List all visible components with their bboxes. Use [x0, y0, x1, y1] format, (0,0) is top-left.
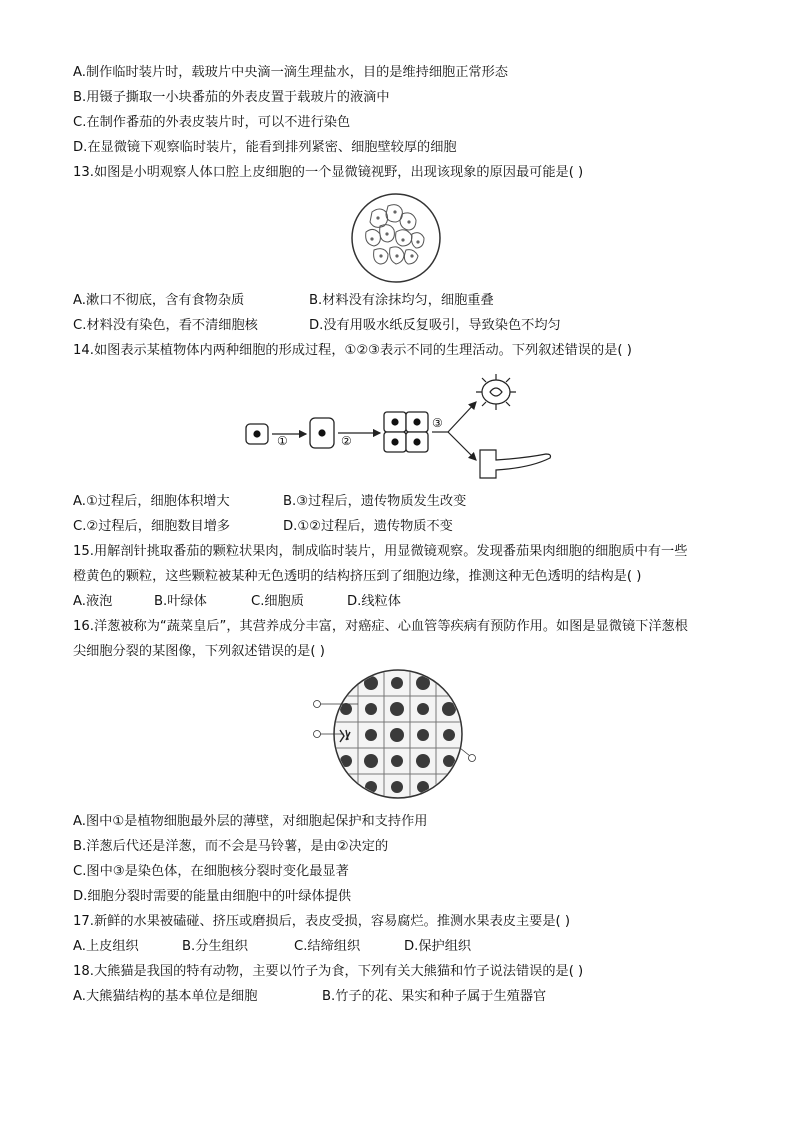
q14-option-d: D.①②过程后，遗传物质不变	[283, 519, 453, 534]
q15-option-d: D.线粒体	[347, 594, 401, 609]
q16-option-d: D.细胞分裂时需要的能量由细胞中的叶绿体提供	[73, 889, 352, 904]
q15-stem-line-1: 15.用解剖针挑取番茄的颗粒状果肉，制成临时装片，用显微镜观察。发现番茄果肉细胞的细胞质中有一些	[73, 544, 688, 559]
q13-option-b: B.材料没有涂抹均匀，细胞重叠	[309, 293, 494, 308]
q16-option-a: A.图中①是植物细胞最外层的薄壁，对细胞起保护和支持作用	[73, 814, 428, 829]
q15-option-a: A.液泡	[73, 594, 113, 609]
q17-option-d: D.保护组织	[404, 939, 472, 954]
q18-stem: 18.大熊猫是我国的特有动物，主要以竹子为食，下列有关大熊猫和竹子说法错误的是( )	[73, 964, 584, 979]
q16-stem-line-1: 16.洋葱被称为“蔬菜皇后”，其营养成分丰富，对癌症、心血管等疾病有预防作用。如图是显微镜下洋葱根	[73, 619, 688, 634]
q14-option-c: C.②过程后，细胞数目增多	[73, 519, 231, 534]
q13-option-c: C.材料没有染色，看不清细胞核	[73, 318, 258, 333]
q16-stem-line-2: 尖细胞分裂的某图像，下列叙述错误的是( )	[73, 644, 325, 659]
q15-option-c: C.细胞质	[251, 594, 304, 609]
q17-option-a: A.上皮组织	[73, 939, 139, 954]
q14-stem: 14.如图表示某植物体内两种细胞的形成过程，①②③表示不同的生理活动。下列叙述错误的是( )	[73, 343, 632, 358]
q15-option-b: B.叶绿体	[154, 594, 207, 609]
q18-option-a: A.大熊猫结构的基本单位是细胞	[73, 989, 258, 1004]
q13-stem: 13.如图是小明观察人体口腔上皮细胞的一个显微镜视野，出现该现象的原因最可能是( )	[73, 165, 584, 180]
q14-cell-process-figure	[244, 370, 554, 485]
q14-option-b: B.③过程后，遗传物质发生改变	[283, 494, 467, 509]
q12-option-c: C.在制作番茄的外表皮装片时，可以不进行染色	[73, 115, 351, 130]
q18-option-b: B.竹子的花、果实和种子属于生殖器官	[322, 989, 547, 1004]
q13-option-a: A.漱口不彻底，含有食物杂质	[73, 293, 245, 308]
q17-option-b: B.分生组织	[182, 939, 248, 954]
q12-option-a: A.制作临时装片时，载玻片中央滴一滴生理盐水，目的是维持细胞正常形态	[73, 65, 508, 80]
q14-option-a: A.①过程后，细胞体积增大	[73, 494, 230, 509]
q16-option-b: B.洋葱后代还是洋葱，而不会是马铃薯，是由②决定的	[73, 839, 389, 854]
q15-stem-line-2: 橙黄色的颗粒，这些颗粒被某种无色透明的结构挤压到了细胞边缘，推测这种无色透明的结构是( )	[73, 569, 642, 584]
q14-label-3: ③	[432, 416, 443, 430]
q12-option-b: B.用镊子撕取一小块番茄的外表皮置于载玻片的液滴中	[73, 90, 390, 105]
q14-label-2: ②	[341, 434, 352, 448]
q13-microscope-figure	[350, 192, 442, 284]
q12-option-d: D.在显微镜下观察临时装片，能看到排列紧密、细胞壁较厚的细胞	[73, 140, 457, 155]
q17-option-c: C.结缔组织	[294, 939, 361, 954]
q13-option-d: D.没有用吸水纸反复吸引，导致染色不均匀	[309, 318, 561, 333]
q17-stem: 17.新鲜的水果被磕碰、挤压或磨损后，表皮受损，容易腐烂。推测水果表皮主要是( )	[73, 914, 571, 929]
q16-onion-root-figure	[310, 668, 480, 802]
q16-option-c: C.图中③是染色体，在细胞核分裂时变化最显著	[73, 864, 349, 879]
q14-label-1: ①	[277, 434, 288, 448]
